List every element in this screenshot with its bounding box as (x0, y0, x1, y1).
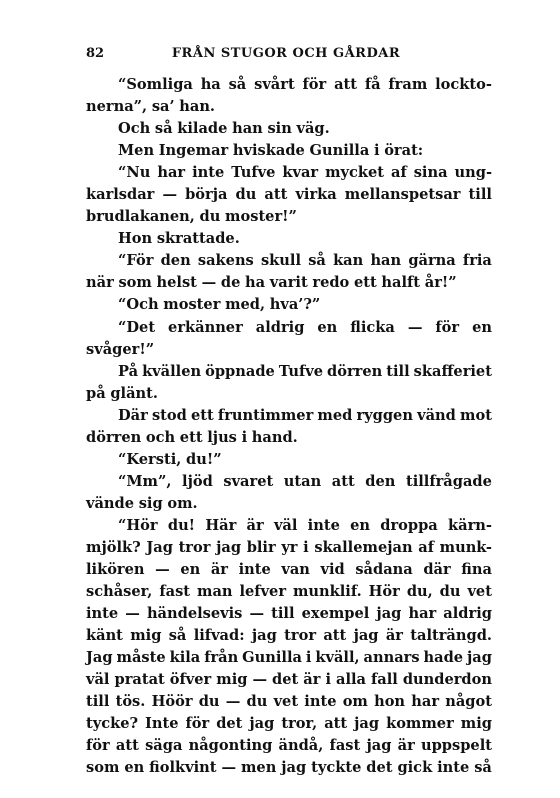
text-line: schåser, fast man lefver munklif. Hör du, du vet (86, 583, 492, 601)
paragraph (86, 471, 492, 515)
page-number: 82 (86, 46, 105, 61)
paragraph (86, 228, 492, 250)
text-line: “Och moster med, hva’?” (118, 296, 321, 314)
body-text (86, 74, 492, 780)
paragraph (86, 449, 492, 471)
text-line: nerna”, sa’ han. (86, 98, 216, 116)
text-line: svåger!” (86, 340, 155, 358)
text-line: Och så kilade han sin väg. (118, 120, 330, 138)
text-line: brudlakanen, du moster!” (86, 208, 297, 226)
text-line: “Mm”, ljöd svaret utan att den tillfrågade (118, 472, 492, 490)
paragraph (86, 250, 492, 294)
text-line: Men Ingemar hviskade Gunilla i örat: (118, 142, 424, 160)
running-title: FRÅN STUGOR OCH GÅRDAR (171, 46, 401, 61)
text-line: Hon skrattade. (118, 230, 240, 248)
text-line: karlsdar — börja du att virka mellanspetsar till (86, 186, 492, 204)
page-header (86, 46, 486, 66)
text-line: som en fiolkvint — men jag tyckte det gick inte så (86, 759, 492, 777)
text-line: vände sig om. (86, 494, 198, 512)
text-line: På kvällen öppnade Tufve dörren till skafferiet (118, 362, 492, 380)
text-line: “Kersti, du!” (118, 450, 222, 468)
text-line: “Somliga ha så svårt för att få fram lockto- (118, 76, 492, 93)
text-line: “Hör du! Här är väl inte en droppa kärn- (118, 516, 492, 534)
text-line: på glänt. (86, 384, 158, 402)
text-line: inte — händelsevis — till exempel jag har aldrig (86, 605, 492, 623)
text-line: Där stod ett fruntimmer med ryggen vänd mot (118, 406, 492, 424)
text-line: likören — en är inte van vid sådana där fina (86, 561, 492, 579)
text-line: “Nu har inte Tufve kvar mycket af sina ung- (118, 164, 492, 182)
paragraph (86, 317, 492, 361)
text-line: tycke? Inte för det jag tror, att jag kommer mig (86, 715, 492, 733)
text-line: mjölk? Jag tror jag blir yr i skallemejan af munk- (86, 538, 492, 556)
text-line: väl pratat öfver mig — det är i alla fall dunderdon (86, 671, 492, 689)
text-line: när som helst — de ha varit redo ett halft år!” (86, 274, 457, 292)
text-line: för att säga någonting ändå, fast jag är uppspelt (86, 737, 492, 755)
paragraph (86, 74, 492, 118)
text-line: känt mig så lifvad: jag tror att jag är talträngd. (86, 627, 492, 645)
paragraph (86, 140, 492, 162)
paragraph (86, 405, 492, 449)
text-line: Jag måste kila från Gunilla i kväll, annars hade jag (86, 649, 492, 667)
paragraph (86, 294, 492, 316)
text-line: “Det erkänner aldrig en flicka — för en (118, 318, 492, 336)
text-line: dörren och ett ljus i hand. (86, 428, 298, 446)
paragraph (86, 361, 492, 405)
text-line: till tös. Höör du — du vet inte om hon har något (86, 693, 492, 711)
paragraph (86, 162, 492, 228)
paragraph (86, 515, 492, 780)
paragraph (86, 118, 492, 140)
text-line: “För den sakens skull så kan han gärna fria (118, 252, 492, 270)
